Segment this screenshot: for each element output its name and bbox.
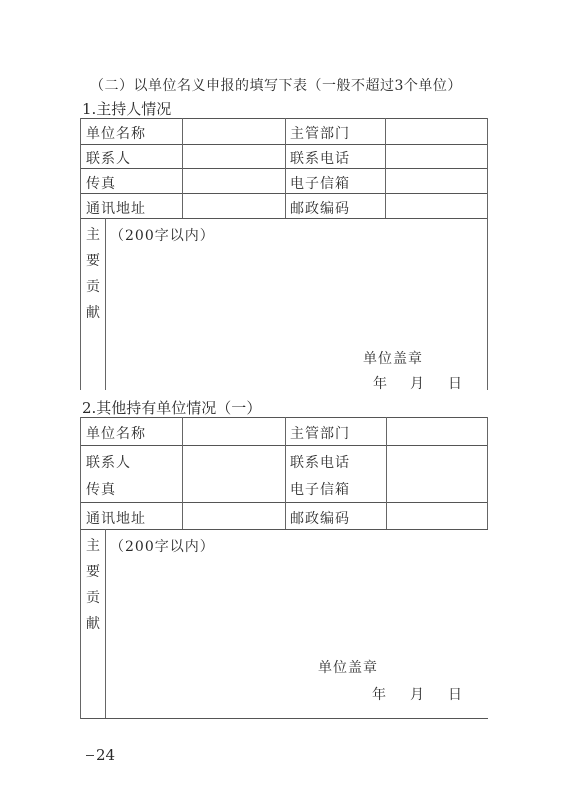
- label-contact-phone: 联系电话: [290, 151, 350, 167]
- contrib-note: （200字以内）: [110, 228, 215, 244]
- label-email: 电子信箱: [290, 482, 350, 498]
- date-month: 月: [410, 376, 425, 392]
- table-rule: [80, 118, 488, 119]
- table-rule: [182, 118, 183, 218]
- date-year: 年: [373, 376, 388, 392]
- label-unit-name: 单位名称: [86, 426, 146, 442]
- table-rule: [386, 417, 387, 529]
- contrib-label-char: 要: [86, 564, 100, 580]
- label-postcode: 邮政编码: [290, 201, 350, 217]
- table-rule: [80, 168, 488, 169]
- label-contact-phone: 联系电话: [290, 455, 350, 471]
- label-unit-name: 单位名称: [86, 126, 146, 142]
- label-address: 通讯地址: [86, 201, 146, 217]
- table-rule: [80, 218, 488, 219]
- label-postcode: 邮政编码: [290, 511, 350, 527]
- page-number: 24: [96, 746, 116, 764]
- unit-seal-label: 单位盖章: [363, 351, 423, 367]
- label-supervisor-dept: 主管部门: [290, 126, 350, 142]
- table-rule: [80, 502, 488, 503]
- table-rule: [105, 529, 106, 718]
- label-fax: 传真: [86, 482, 116, 498]
- date-year: 年: [372, 687, 387, 703]
- label-fax: 传真: [86, 176, 116, 192]
- page-number-dash: [86, 755, 94, 756]
- table-rule: [487, 417, 488, 529]
- table-rule: [285, 417, 286, 529]
- contrib-label-char: 献: [86, 305, 100, 321]
- label-contact-person: 联系人: [86, 455, 131, 471]
- date-day: 日: [448, 376, 463, 392]
- table-rule: [80, 445, 488, 446]
- table-rule: [80, 529, 488, 530]
- table-rule: [80, 718, 488, 719]
- unit-seal-label: 单位盖章: [318, 660, 378, 676]
- table-rule: [182, 417, 183, 529]
- label-email: 电子信箱: [290, 176, 350, 192]
- contrib-label-char: 要: [86, 253, 100, 269]
- table-rule: [487, 118, 488, 390]
- table-rule: [385, 118, 386, 218]
- label-contact-person: 联系人: [86, 151, 131, 167]
- table-rule: [80, 417, 488, 418]
- date-day: 日: [448, 687, 463, 703]
- contrib-note: （200字以内）: [110, 539, 215, 555]
- section1-table: [80, 118, 488, 390]
- contrib-label-char: 主: [86, 538, 100, 554]
- table-rule: [80, 118, 81, 390]
- section2-table: [80, 417, 488, 719]
- contrib-label-char: 主: [86, 227, 100, 243]
- contrib-label-char: 贡: [86, 590, 100, 606]
- table-rule: [105, 218, 106, 390]
- section2-heading: 2.其他持有单位情况（一）: [82, 399, 262, 417]
- table-rule: [80, 144, 488, 145]
- contrib-label-char: 贡: [86, 279, 100, 295]
- label-supervisor-dept: 主管部门: [290, 426, 350, 442]
- table-rule: [80, 193, 488, 194]
- contrib-label-char: 献: [86, 616, 100, 632]
- date-month: 月: [410, 687, 425, 703]
- section1-heading: 1.主持人情况: [82, 100, 172, 118]
- table-rule: [80, 417, 81, 719]
- table-rule: [285, 118, 286, 218]
- label-address: 通讯地址: [86, 511, 146, 527]
- intro-text: （二）以单位名义申报的填写下表（一般不超过3个单位）: [90, 78, 462, 94]
